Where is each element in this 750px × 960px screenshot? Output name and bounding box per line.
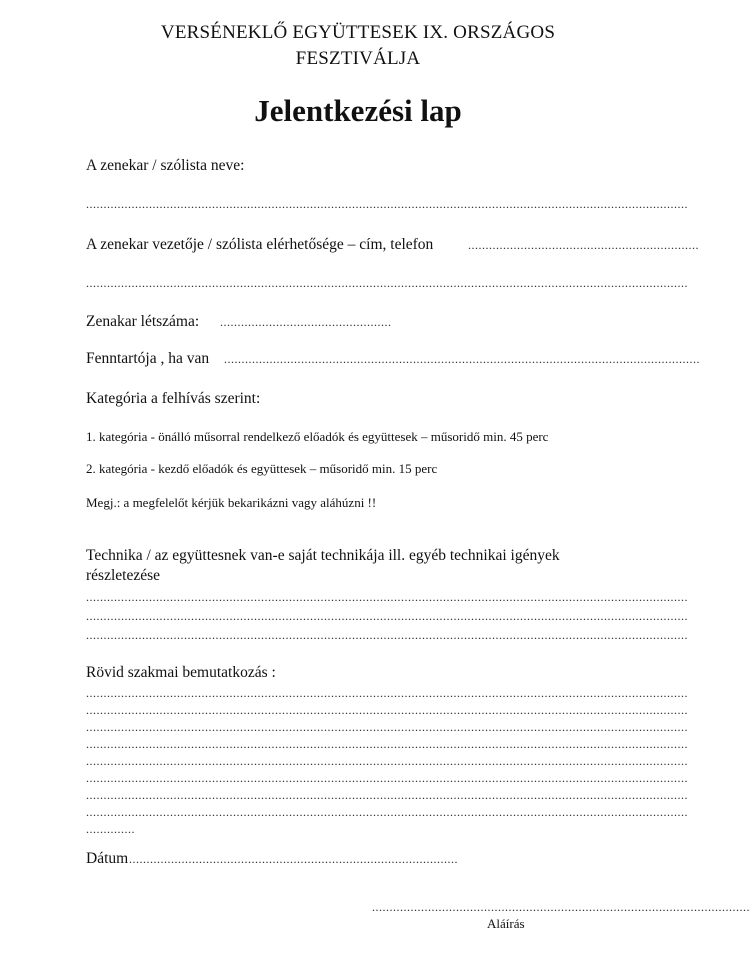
intro-field-line7[interactable]: ............................................................................................................................................................................ — [86, 788, 688, 802]
technique-field-line2[interactable]: ............................................................................................................................................................................ — [86, 609, 688, 623]
intro-field-line3[interactable]: ............................................................................................................................................................................ — [86, 720, 688, 734]
intro-field-line2[interactable]: ............................................................................................................................................................................ — [86, 703, 688, 717]
technique-field-line1[interactable]: ............................................................................................................................................................................ — [86, 590, 688, 604]
intro-heading: Rövid szakmai bemutatkozás : — [86, 664, 276, 681]
intro-field-line4[interactable]: ............................................................................................................................................................................ — [86, 737, 688, 751]
intro-field-line1[interactable]: ............................................................................................................................................................................ — [86, 686, 688, 700]
intro-field-line9[interactable]: .............. — [86, 822, 135, 836]
intro-field-line5[interactable]: ............................................................................................................................................................................ — [86, 754, 688, 768]
contact-field-line2[interactable]: ............................................................................................................................................................................ — [86, 276, 688, 290]
date-label: Dátum — [86, 850, 129, 867]
band-name-field[interactable]: ............................................................................................................................................................................ — [86, 197, 688, 211]
contact-label: A zenekar vezetője / szólista elérhetősége – cím, telefon — [86, 236, 434, 253]
category-2[interactable]: 2. kategória - kezdő előadók és együttesek – műsoridő min. 15 perc — [86, 461, 438, 476]
intro-field-line8[interactable]: ............................................................................................................................................................................ — [86, 805, 688, 819]
category-1[interactable]: 1. kategória - önálló műsorral rendelkező előadók és együttesek – műsoridő min. 45 perc — [86, 429, 549, 444]
signature-label: Aláírás — [487, 916, 525, 931]
festival-title-line1: VERSÉNEKLŐ EGYÜTTESEK IX. ORSZÁGOS — [160, 22, 556, 43]
category-heading: Kategória a felhívás szerint: — [86, 390, 261, 407]
technique-label-line2: részletezése — [86, 567, 160, 584]
members-field[interactable]: ................................................. — [220, 315, 392, 329]
maintainer-field[interactable]: ........................................................................................................................................ — [224, 352, 700, 366]
technique-label-line1: Technika / az együttesnek van-e saját technikája ill. egyéb technikai igények — [86, 547, 560, 564]
technique-field-line3[interactable]: ............................................................................................................................................................................ — [86, 628, 688, 642]
festival-title-line2: FESZTIVÁLJA — [295, 48, 421, 69]
members-label: Zenakar létszáma: — [86, 313, 200, 330]
form-title: Jelentkezési lap — [254, 93, 462, 128]
signature-field[interactable]: ............................................................................................................ — [372, 900, 750, 914]
maintainer-label: Fenntartója , ha van — [86, 350, 210, 367]
contact-field[interactable]: .................................................................. — [468, 238, 699, 252]
date-field[interactable]: .............................................................................................. — [129, 852, 458, 866]
band-name-label: A zenekar / szólista neve: — [86, 157, 245, 174]
category-note: Megj.: a megfelelőt kérjük bekarikázni vagy aláhúzni !! — [86, 495, 377, 510]
intro-field-line6[interactable]: ............................................................................................................................................................................ — [86, 771, 688, 785]
